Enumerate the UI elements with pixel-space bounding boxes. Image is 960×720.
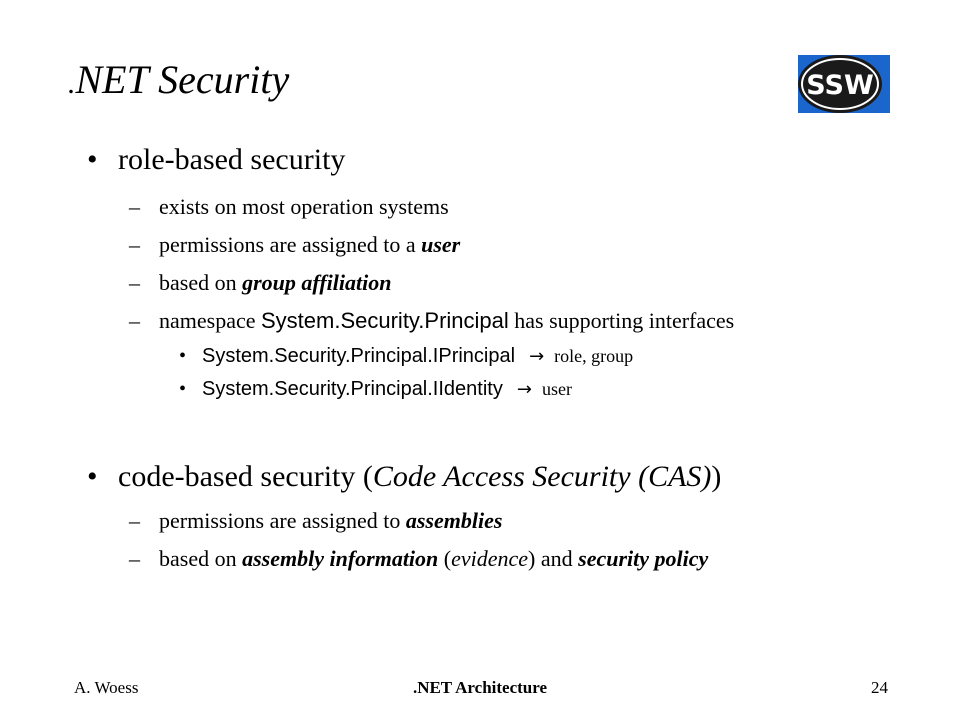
right-arrow-icon: → — [529, 346, 545, 367]
dash-marker: – — [129, 508, 140, 533]
bullet-dot: • — [179, 378, 187, 400]
slide-title — [68, 58, 289, 102]
footer-course: .NET Architecture — [412, 678, 548, 697]
logo-text: SSW — [806, 70, 874, 101]
dash-marker: – — [129, 232, 140, 257]
dash-marker: – — [129, 546, 140, 571]
dash-marker: – — [129, 194, 140, 219]
list-item: – based on assembly information (evidence) and security policy — [129, 546, 709, 571]
sub-list-item: • System.Security.Principal.IIdentity → user — [179, 378, 572, 400]
list-item: – permissions are assigned to a user — [129, 232, 461, 257]
interface-code: System.Security.Principal.IIdentity — [202, 378, 503, 400]
list-item: – namespace System.Security.Principal has supporting interfaces — [129, 308, 735, 333]
bullet-dot: • — [87, 460, 98, 493]
ssw-logo — [798, 55, 890, 113]
namespace-code: System.Security.Principal — [261, 308, 509, 333]
bullet-dot: • — [179, 345, 187, 367]
dash-marker: – — [129, 270, 140, 295]
list-item: – exists on most operation systems — [129, 194, 449, 219]
title-dot: . — [68, 67, 76, 100]
bullet-code-based: • code-based security (Code Access Security (CAS)) — [87, 460, 722, 493]
sub-list-item: • System.Security.Principal.IPrincipal → role, group — [179, 345, 634, 367]
section1-heading: role-based security — [118, 143, 346, 176]
interface-code: System.Security.Principal.IPrincipal — [202, 345, 516, 367]
right-arrow-icon: → — [516, 379, 532, 400]
bullet-dot: • — [87, 143, 98, 176]
list-item: – permissions are assigned to assemblies — [129, 508, 503, 533]
bullet-role-based — [87, 143, 346, 177]
footer-page-number: 24 — [871, 678, 888, 697]
dash-marker: – — [129, 308, 140, 333]
ssw-logo-mark — [798, 55, 890, 113]
footer-author: A. Woess — [74, 678, 139, 697]
list-item: – based on group affiliation — [129, 270, 392, 295]
title-text: NET Security — [75, 57, 290, 102]
